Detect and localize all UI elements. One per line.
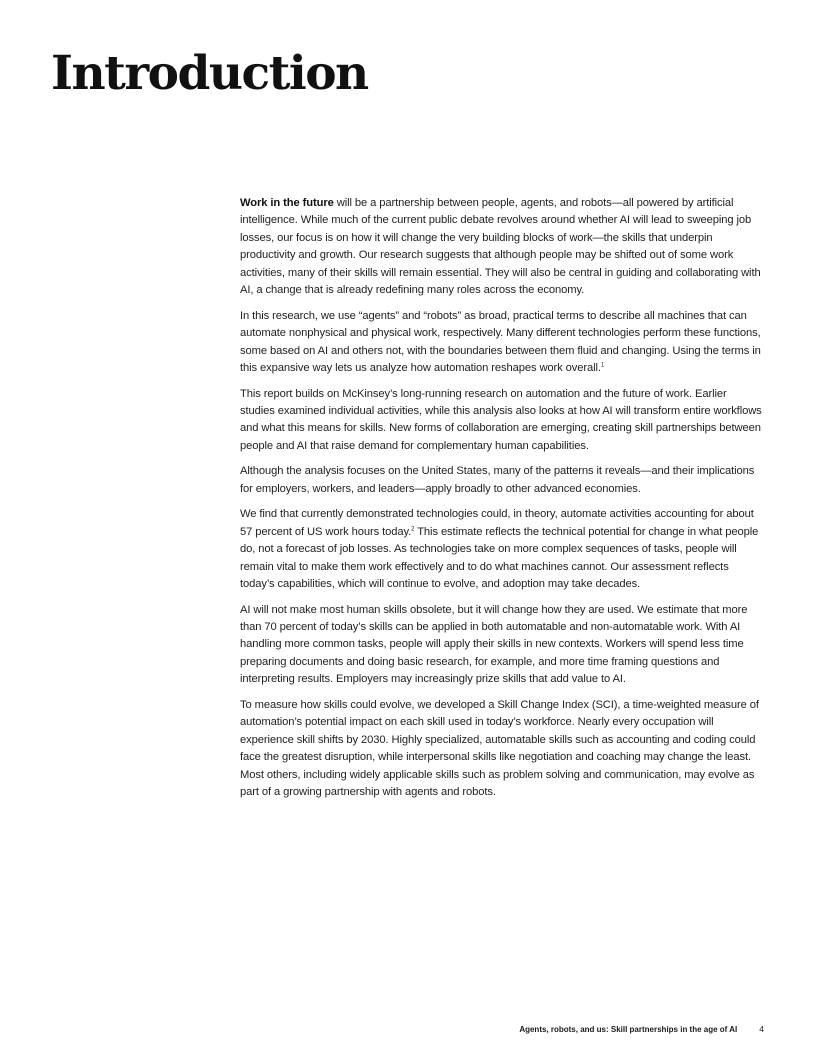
- page-footer: [519, 1024, 764, 1034]
- paragraph-6: AI will not make most human skills obsolete, but it will change how they are used. We estimate that more than 70 percent of today’s skills can be applied in both automatable and non-automatable work. With AI handling more common tasks, people will apply their skills in new contexts. Workers will spend less time preparing documents and doing basic research, for example, and more time framing questions and interpreting results. Employers may increasingly prize skills that add value to AI.: [240, 603, 748, 686]
- paragraph-2-text: In this research, we use “agents” and “robots” as broad, practical terms to describe all machines that can automate nonphysical and physical work, respectively. Many different technologies perform these functions, some based on AI and others not, with the boundaries between them fluid and changing. Using the terms in this expansive way lets us analyze how automation reshapes work overall.: [240, 309, 761, 375]
- page-title: Introduction: [51, 46, 368, 101]
- footer-report-title: Agents, robots, and us: Skill partnerships in the age of AI: [519, 1025, 738, 1034]
- page-number: 4: [759, 1024, 764, 1034]
- paragraph-1-text: will be a partnership between people, agents, and robots—all powered by artificial intelligence. While much of the current public debate revolves around whether AI will lead to sweeping job losses, our focus is on how it will change the very building blocks of work—the skills that underpin productivity and growth. Our research suggests that although people may be shifted out of some work activities, many of their skills will remain essential. They will also be central in guiding and collaborating with AI, a change that is already redefining many roles across the economy.: [240, 197, 761, 297]
- paragraph-5-text-after: This estimate reflects the technical potential for change in what people do, not a forecast of job losses. As technologies take on more complex sequences of tasks, people will remain vital to make them work effectively and to do what machines cannot. Our assessment reflects today’s capabilities, which will continue to evolve, and adoption may take decades.: [240, 525, 759, 591]
- paragraph-5: [240, 506, 762, 593]
- lead-phrase: Work in the future: [240, 197, 334, 209]
- body-text: [240, 195, 762, 810]
- paragraph-5-text-before: We find that currently demonstrated technologies could, in theory, automate activities accounting for about 57 percent of US work hours today.: [240, 508, 754, 538]
- paragraph-1: [240, 195, 762, 300]
- paragraph-3: This report builds on McKinsey’s long-running research on automation and the future of work. Earlier studies examined individual activities, while this analysis also looks at how AI will transform entire workflows and what this means for skills. New forms of collaboration are emerging, creating skill partnerships between people and AI that raise demand for complementary human capabilities.: [240, 387, 762, 452]
- paragraph-4: Although the analysis focuses on the United States, many of the patterns it reveals—and their implications for employers, workers, and leaders—apply broadly to other advanced economies.: [240, 465, 755, 495]
- paragraph-7: To measure how skills could evolve, we developed a Skill Change Index (SCI), a time-weighted measure of automation’s potential impact on each skill used in today’s workforce. Nearly every occupation will experience skill shifts by 2030. Highly specialized, automatable skills such as accounting and coding could face the greatest disruption, while interpersonal skills like negotiation and coaching may change the least. Most others, including widely applicable skills such as problem solving and communication, may evolve as part of a growing partnership with agents and robots.: [240, 698, 759, 799]
- paragraph-2: [240, 308, 762, 378]
- footnote-ref-1[interactable]: 1: [600, 362, 605, 369]
- footnote-ref-2[interactable]: 2: [411, 525, 415, 532]
